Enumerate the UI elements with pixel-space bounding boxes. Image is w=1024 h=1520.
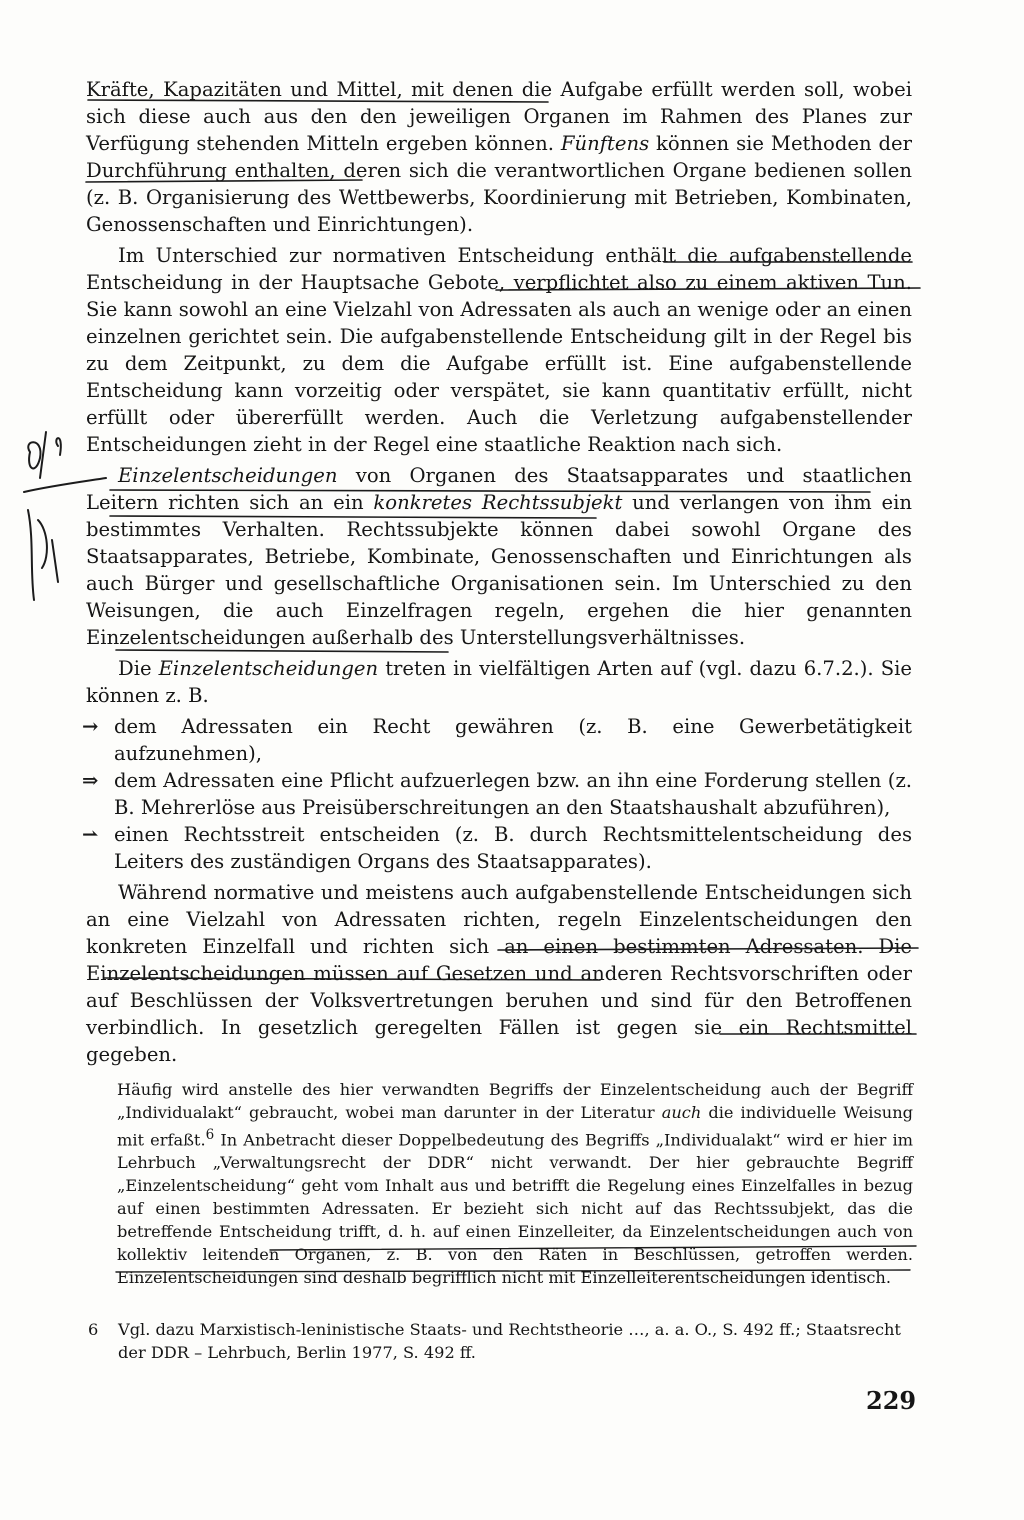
list-item — [82, 821, 912, 875]
note-text-b: die individuelle Weisung mit erfaßt. — [117, 1103, 913, 1150]
paragraph-3-emphasis-2: konkretes Rechtssubjekt — [373, 491, 623, 514]
list-item-text: dem Adressaten eine Pflicht aufzuerlegen bzw. an ihn eine Forderung stellen (z. B. Mehrerlöse aus Preisüberschreitungen an den Staatshaushalt abzuführen), — [114, 769, 912, 819]
handwritten-margin-scribble — [28, 432, 61, 478]
note-emphasis: auch — [661, 1103, 702, 1122]
handwritten-arrow-mark: ⇒ — [82, 769, 99, 792]
footnote-reference: 6 — [205, 1127, 215, 1143]
list-item-text: dem Adressaten ein Recht gewähren (z. B. eine Gewerbetätigkeit aufzunehmen), — [114, 715, 912, 765]
footnote-number: 6 — [88, 1320, 99, 1339]
paragraph-1-text-a: Kräfte, Kapazitäten und Mittel, mit denen die Aufgabe erfüllt werden soll, wobei sich diese auch aus den den jeweiligen Organen im Rahmen des Planes zur Verfügung stehenden Mitteln ergeben können. — [86, 78, 912, 155]
paragraph-4-text-a: Die — [118, 657, 159, 680]
paragraph-4-emphasis: Einzelentscheidungen — [158, 657, 379, 680]
paragraph-1-emphasis: Fünftens — [560, 132, 650, 155]
paragraph-3 — [86, 462, 912, 651]
paragraph-3-text-b: und verlangen von ihm ein bestimmtes Verhalten. Rechtssubjekte können dabei sowohl Organe des Staatsapparates, Betriebe, Kombinate, Genossenschaften und Einrichtungen als auch Bürger und gesellschaftliche Organisationen sein. Im Unterschied zu den Weisungen, die auch Einzelfragen regeln, ergehen die hier genannten Einzelentscheidungen außerhalb des Unterstellungsverhältnisses. — [86, 491, 912, 649]
note-text-a: Häufig wird anstelle des hier verwandten Begriffs der Einzelentscheidung auch der Begriff „Individualakt“ gebraucht, wobei man darunter in der Literatur — [117, 1080, 913, 1122]
paragraph-3-emphasis-1: Einzelentscheidungen — [118, 464, 338, 487]
note-block — [117, 1078, 913, 1289]
list-item — [82, 767, 912, 821]
note-paragraph — [117, 1078, 913, 1289]
list-item — [82, 713, 912, 767]
paragraph-2: Im Unterschied zur normativen Entscheidung enthält die aufgabenstellende Entscheidung in der Hauptsache Gebote, verpflichtet also zu einem aktiven Tun. Sie kann sowohl an eine Vielzahl von Adressaten als auch an wenige oder an einen einzelnen gerichtet sein. Die aufgabenstellende Entscheidung gilt in der Regel bis zu dem Zeitpunkt, zu dem die Aufgabe erfüllt ist. Eine aufgabenstellende Entscheidung kann vorzeitig oder verspätet, sie kann quantitativ erfüllt, nicht erfüllt oder übererfüllt werden. Auch die Verletzung aufgabenstellender Entscheidungen zieht in der Regel eine staatliche Reaktion nach sich. — [86, 244, 912, 456]
handwritten-arrow-mark: ⇀ — [82, 823, 99, 846]
main-text — [82, 76, 912, 1072]
note-text-c: In Anbetracht dieser Doppelbedeutung des Begriffs „Individualakt“ wird er hier im Lehrbuch „Verwaltungsrecht der DDR“ nicht verwandt. Der hier gebrauchte Begriff „Einzelentscheidung“ geht vom Inhalt aus und betrifft die Regelung eines Einzelfalles in bezug auf einen bestimmten Adressaten. Er bezieht sich nicht auf das Rechtssubjekt, das die betreffende Entscheidung trifft, d. h. auf einen Einzelleiter, da Einzelentscheidungen auch von kollektiv leitenden Organen, z. B. von den Räten in Beschlüssen, getroffen werden. Einzelentscheidungen sind deshalb begrifflich nicht mit Einzelleiterentscheidungen identisch. — [117, 1130, 913, 1288]
handwritten-arrow-mark: → — [82, 715, 99, 738]
paragraph-1-text-b: können sie Methoden der Durchführung enthalten, deren sich die verantwortlichen Organe bedienen sollen (z. B. Organisierung des Wettbewerbs, Koordinierung mit Betrieben, Kombinaten, Genossenschaften und Einrichtungen). — [86, 132, 912, 236]
paragraph-1 — [86, 76, 912, 238]
paragraph-5: Während normative und meistens auch aufgabenstellende Entscheidungen sich an eine Vielzahl von Adressaten richten, regeln Einzelentscheidungen den konkreten Einzelfall und richten sich an einen bestimmten Adressaten. Die Einzelentscheidungen müssen auf Gesetzen und anderen Rechtsvorschriften oder auf Beschlüssen der Volksvertretungen beruhen und sind für den Betroffenen verbindlich. In gesetzlich geregelten Fällen ist gegen sie ein Rechtsmittel gegeben. — [86, 881, 912, 1066]
paragraph-3-text-a: von Organen des Staatsapparates und staatlichen Leitern richten sich an ein — [86, 464, 912, 514]
footnote-text: Vgl. dazu Marxistisch-leninistische Staats- und Rechtstheorie …, a. a. O., S. 492 ff.; Staatsrecht der DDR – Lehrbuch, Berlin 1977, S. 492 ff. — [118, 1320, 901, 1362]
list-item-text: einen Rechtsstreit entscheiden (z. B. durch Rechtsmittelentscheidung des Leiters des zuständigen Organs des Staatsapparates). — [114, 823, 912, 873]
paragraph-4-text-b: treten in vielfältigen Arten auf (vgl. dazu 6.7.2.). Sie können z. B. — [86, 657, 912, 707]
paragraph-4 — [86, 655, 912, 709]
footnote — [88, 1318, 914, 1364]
page-number: 229 — [866, 1386, 917, 1415]
list — [82, 713, 912, 875]
